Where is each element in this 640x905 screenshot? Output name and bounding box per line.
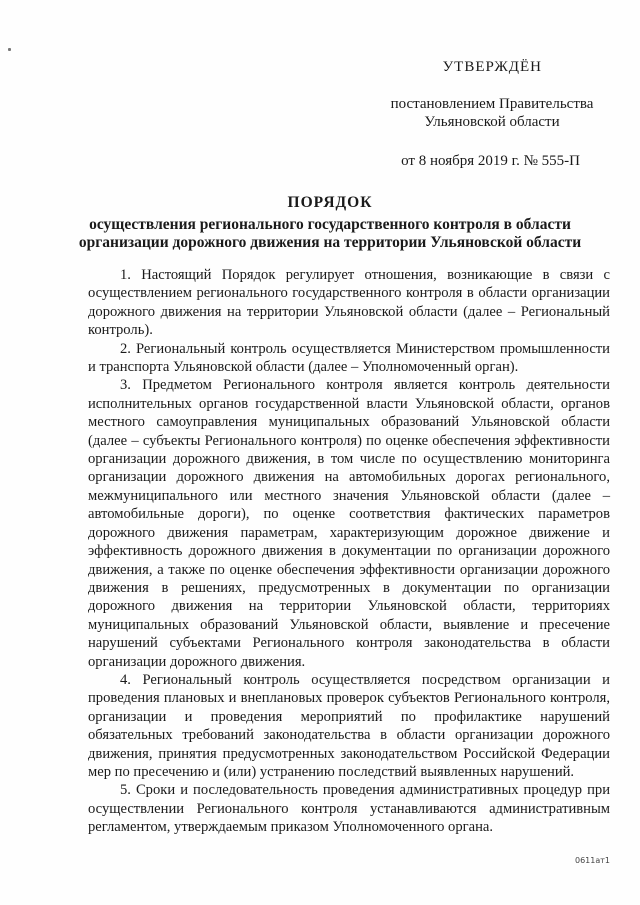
- paragraph-5: 5. Сроки и последовательность проведения административных процедур при осуществлении Регионального контроля устанавливаются административным регламентом, утверждаемым приказом Уполномоченного органа.: [88, 782, 610, 836]
- document-subtitle-line-1: осуществления регионального государственного контроля в области: [89, 216, 571, 233]
- paragraph-3: 3. Предметом Регионального контроля является контроль деятельности исполнительных органов государственной власти Ульяновской области, органов местного самоуправления муниципальных образований Ульяновской области (далее – субъекты Регионального контроля) по оценке обеспечения эффективности организации дорожного движения, в том числе по осуществлению мониторинга организации дорожного движения на автомобильных дорогах регионального, межмуниципального или местного значения Ульяновской области (далее – автомобильные дороги), по оценке соответствия фактических параметров дорожного движения параметрам, характеризующим дорожное движение и эффективность дорожного движения в документации по организации дорожного движения, а также по оценке обеспечения эффективности организации дорожного движения в решениях, предусмотренных в документации по организации дорожного движения на территории Ульяновской области, территориях муниципальных образований Ульяновской области, выявление и пресечение нарушений субъектами Регионального контроля законодательства в области организации дорожного движения.: [88, 377, 610, 670]
- decree-line-1: постановлением Правительства: [390, 96, 594, 112]
- approval-decree: [302, 95, 602, 131]
- paragraph-1: 1. Настоящий Порядок регулирует отношения, возникающие в связи с осуществлением регионального государственного контроля в области организации дорожного движения на территории Ульяновской области (далее – Региональный контроль).: [88, 267, 610, 339]
- approval-title: УТВЕРЖДЁН: [442, 59, 542, 75]
- document-heading: ПОРЯДОК: [287, 194, 373, 211]
- document-subtitle-line-2: организации дорожного движения на территории Ульяновской области: [78, 234, 582, 251]
- paragraph-2: 2. Региональный контроль осуществляется Министерством промышленности и транспорта Ульяновской области (далее – Уполномоченный орган).: [88, 340, 610, 376]
- approval-date: от 8 ноября 2019 г. № 555-П: [401, 153, 580, 169]
- footer-code: 0611ат1: [574, 856, 610, 865]
- document-title-block: [60, 194, 600, 252]
- document-body: [88, 266, 610, 837]
- paragraph-4: 4. Региональный контроль осуществляется посредством организации и проведения плановых и внеплановых проверок субъектов Регионального контроля, организации и проведения мероприятий по профилактике нарушений обязательных требований законодательства в области организации дорожного движения, принятия предусмотренных законодательством Российской Федерации мер по пресечению и (или) устранению последствий выявленных нарушений.: [88, 671, 610, 780]
- decree-line-2: Ульяновской области: [424, 114, 560, 130]
- scan-artifact: [8, 48, 11, 51]
- approval-block: [302, 58, 602, 170]
